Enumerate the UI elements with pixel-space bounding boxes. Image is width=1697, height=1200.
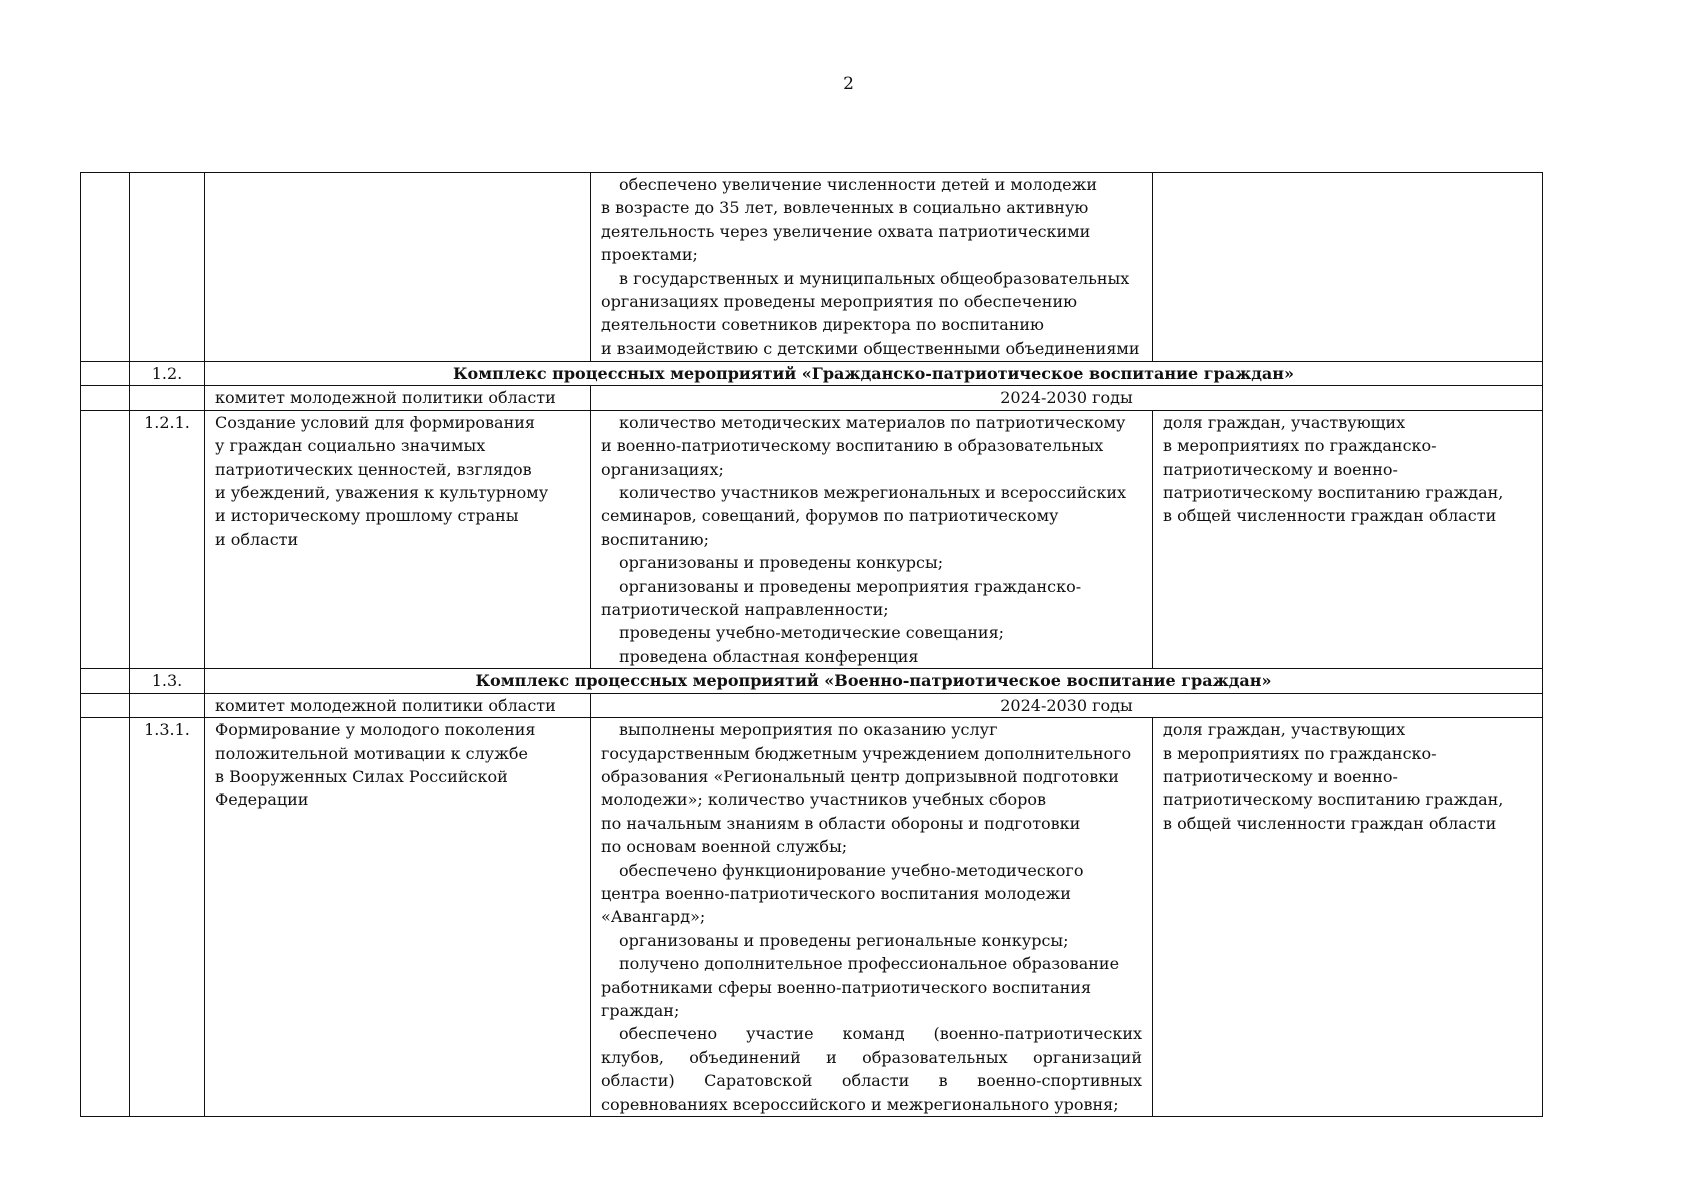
result-text: проведены учебно-методические совещания;	[619, 623, 1005, 643]
result-text: в возрасте до 35 лет, вовлеченных в социально активную деятельность через увеличение охвата патриотическими проектами;	[601, 198, 1091, 265]
cell-blank	[81, 386, 130, 410]
cell-task	[205, 410, 591, 668]
indicator-text: в общей численности граждан области	[1163, 813, 1497, 833]
indicator-text: патриотическому и военно-	[1163, 459, 1398, 479]
task-text: у граждан социально значимых	[215, 436, 486, 456]
section-header-row	[81, 362, 1543, 386]
section-title: Комплекс процессных мероприятий «Военно-патриотическое воспитание граждан»	[205, 669, 1543, 693]
cell-blank	[130, 693, 205, 717]
task-text: Формирование у молодого поколения	[215, 720, 536, 740]
result-text: области) Саратовской области в военно-спортивных	[601, 1071, 1142, 1091]
program-table	[80, 172, 1543, 1117]
result-text: проведена областная конференция	[619, 646, 919, 666]
result-text: патриотической направленности;	[601, 600, 889, 620]
responsible-executor: комитет молодежной политики области	[205, 386, 591, 410]
cell-results	[591, 173, 1153, 362]
result-text: обеспечено увеличение численности детей и молодежи	[619, 175, 1097, 194]
indicator-text: в общей численности граждан области	[1163, 506, 1497, 526]
indicator-text: патриотическому воспитанию граждан,	[1163, 790, 1504, 810]
result-text: организованы и проведены региональные конкурсы;	[619, 930, 1069, 950]
result-text: работниками сферы военно-патриотического воспитания граждан;	[601, 977, 1092, 1020]
cell-blank	[81, 669, 130, 693]
cell-blank	[81, 362, 130, 386]
result-text: выполнены мероприятия по оказанию услуг	[619, 720, 998, 740]
cell-blank	[81, 173, 130, 362]
cell-indicator	[1153, 718, 1543, 1117]
result-text: организациях проведены мероприятия по обеспечению деятельности советников директора по воспитанию и взаимодействию с детскими общественными объединениями	[601, 292, 1140, 358]
result-text: клубов, объединений и образовательных организаций	[601, 1047, 1142, 1067]
indicator-text: доля граждан, участвующих	[1163, 412, 1406, 432]
cell-blank	[81, 410, 130, 668]
section-number: 1.2.	[130, 362, 205, 386]
result-text: центра военно-патриотического воспитания молодежи «Авангард»;	[601, 883, 1071, 927]
indicator-text: в мероприятиях по гражданско-	[1163, 743, 1437, 763]
result-text: организованы и проведены конкурсы;	[619, 553, 944, 573]
cell-blank	[81, 718, 130, 1117]
task-text: и убеждений, уважения к культурному	[215, 483, 549, 503]
indicator-text: в мероприятиях по гражданско-	[1163, 436, 1437, 456]
page-number: 2	[843, 74, 854, 94]
result-text: обеспечено участие команд (военно-патриотических	[619, 1024, 1142, 1044]
indicator-text: патриотическому и военно-	[1163, 766, 1398, 786]
cell-number	[130, 173, 205, 362]
cell-blank	[81, 693, 130, 717]
task-text: в Вооруженных Силах Российской	[215, 766, 508, 786]
result-text: семинаров, совещаний, форумов по патриотическому воспитанию;	[601, 506, 1059, 549]
cell-task	[205, 718, 591, 1117]
task-text: и историческому прошлому страны	[215, 506, 519, 526]
result-text: соревнованиях всероссийского и межрегионального уровня;	[601, 1094, 1119, 1114]
section-header-row	[81, 669, 1543, 693]
result-text: количество участников межрегиональных и всероссийских	[619, 483, 1127, 503]
cell-indicator	[1153, 173, 1543, 362]
row-number: 1.3.1.	[130, 718, 205, 1117]
task-text: Создание условий для формирования	[215, 412, 536, 432]
table-row	[81, 718, 1543, 1117]
row-number: 1.2.1.	[130, 410, 205, 668]
indicator-text: патриотическому воспитанию граждан,	[1163, 483, 1504, 503]
cell-results	[591, 410, 1153, 668]
section-number: 1.3.	[130, 669, 205, 693]
indicator-text: доля граждан, участвующих	[1163, 720, 1406, 740]
implementation-period: 2024-2030 годы	[591, 693, 1543, 717]
responsible-executor: комитет молодежной политики области	[205, 693, 591, 717]
table-row-continuation	[81, 173, 1543, 362]
result-text: и военно-патриотическому воспитанию в образовательных организациях;	[601, 436, 1104, 479]
result-text: государственным бюджетным учреждением дополнительного образования «Региональный центр допризывной подготовки молодежи»; количество участников учебных сборов по начальным знаниям в области обороны и подготовки по основам военной службы;	[601, 743, 1132, 857]
result-text: организованы и проведены мероприятия гражданско-	[619, 576, 1082, 596]
cell-task	[205, 173, 591, 362]
section-title: Комплекс процессных мероприятий «Гражданско-патриотическое воспитание граждан»	[205, 362, 1543, 386]
task-text: и области	[215, 529, 299, 549]
cell-blank	[130, 386, 205, 410]
task-text: патриотических ценностей, взглядов	[215, 459, 532, 479]
result-text: в государственных и муниципальных общеобразовательных	[619, 268, 1130, 288]
task-text: Федерации	[215, 790, 309, 810]
task-text: положительной мотивации к службе	[215, 743, 529, 763]
cell-results	[591, 718, 1153, 1117]
responsible-row	[81, 693, 1543, 717]
result-text: обеспечено функционирование учебно-методического	[619, 860, 1084, 880]
result-text: количество методических материалов по патриотическому	[619, 412, 1126, 432]
responsible-row	[81, 386, 1543, 410]
cell-indicator	[1153, 410, 1543, 668]
result-text: получено дополнительное профессиональное образование	[619, 954, 1120, 974]
implementation-period: 2024-2030 годы	[591, 386, 1543, 410]
table-row	[81, 410, 1543, 668]
